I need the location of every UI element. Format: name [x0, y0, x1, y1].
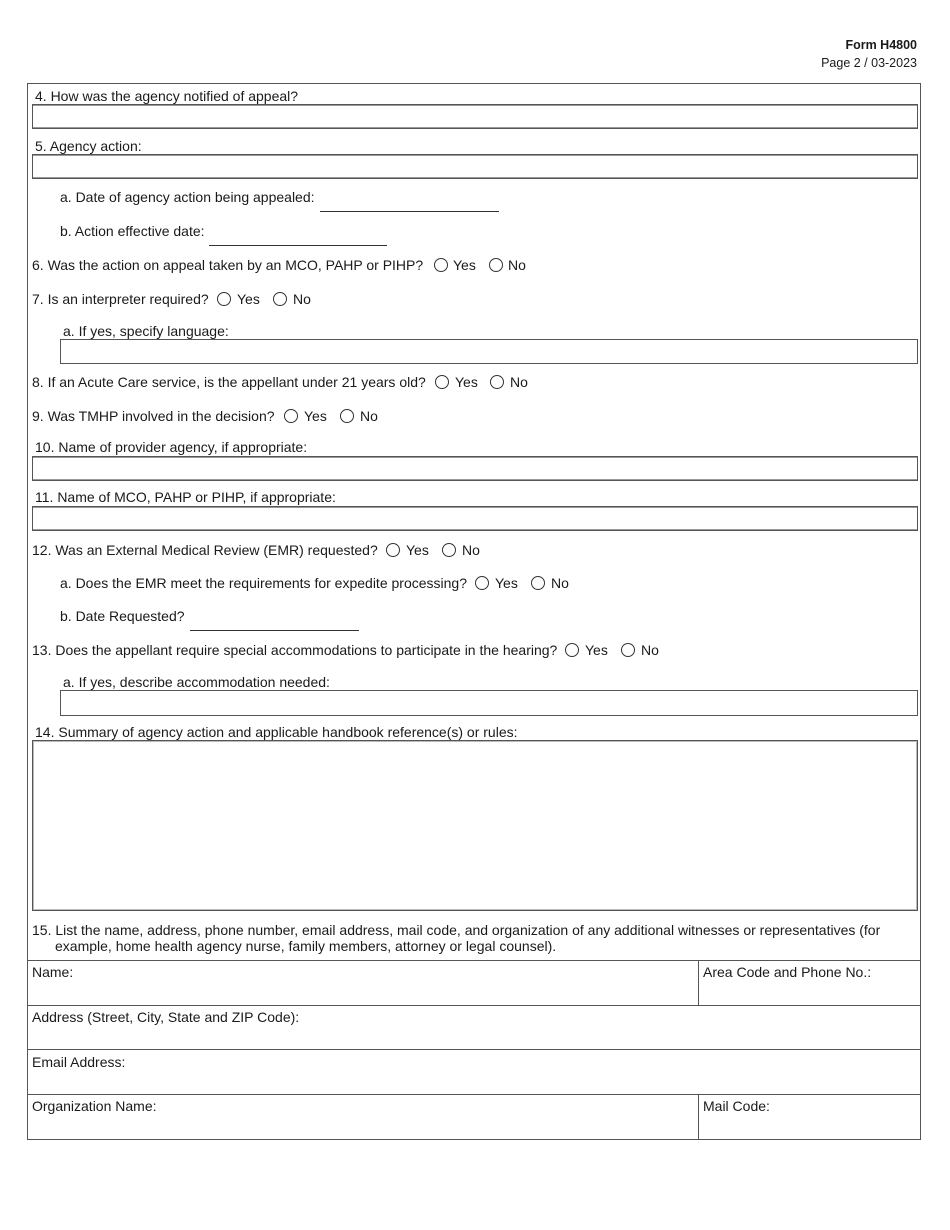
witness-org-field[interactable]: [28, 1095, 697, 1138]
q5-input[interactable]: [32, 154, 918, 179]
q13-label: 13. Does the appellant require special accommodations to participate in the hearing?: [32, 642, 558, 658]
q4-input[interactable]: [32, 104, 918, 129]
q6-yes-label: Yes: [453, 257, 476, 273]
q7-no-radio[interactable]: [273, 292, 287, 306]
q6-no-radio[interactable]: [489, 258, 503, 272]
q11-mco-input[interactable]: [32, 506, 918, 531]
q12-yes-radio[interactable]: [386, 543, 400, 557]
q12b-date-field[interactable]: [190, 629, 359, 631]
witness-email-label: Email Address:: [32, 1054, 126, 1070]
q13-no-radio[interactable]: [621, 643, 635, 657]
witness-mailcode-field[interactable]: [699, 1095, 920, 1138]
q15-label-line2: example, home health agency nurse, family members, attorney or legal counsel).: [55, 938, 557, 954]
q10-label: 10. Name of provider agency, if appropriate:: [35, 439, 308, 455]
witness-address-field[interactable]: [28, 1006, 920, 1048]
q8-yes-radio[interactable]: [435, 375, 449, 389]
q14-summary-textarea[interactable]: [32, 740, 918, 911]
witness-name-label: Name:: [32, 964, 74, 980]
q13a-accommodation-input[interactable]: [60, 690, 918, 716]
q12-no-radio[interactable]: [442, 543, 456, 557]
q11-label: 11. Name of MCO, PAHP or PIHP, if appropriate:: [35, 489, 336, 505]
q7a-language-input[interactable]: [60, 339, 918, 364]
q6-label: 6. Was the action on appeal taken by an MCO, PAHP or PIHP?: [32, 257, 424, 273]
q6-no-label: No: [508, 257, 526, 273]
q12-label: 12. Was an External Medical Review (EMR) requested?: [32, 542, 378, 558]
q14-label: 14. Summary of agency action and applicable handbook reference(s) or rules:: [35, 724, 518, 740]
q9-yes-label: Yes: [304, 408, 327, 424]
q12a-yes-radio[interactable]: [475, 576, 489, 590]
q8-no-radio[interactable]: [490, 375, 504, 389]
form-id: Form H4800: [845, 38, 917, 52]
q8-label: 8. If an Acute Care service, is the appellant under 21 years old?: [32, 374, 426, 390]
q13-yes-label: Yes: [585, 642, 608, 658]
witness-name-field[interactable]: [28, 961, 697, 1004]
witness-address-label: Address (Street, City, State and ZIP Code):: [32, 1009, 300, 1025]
q4-label: 4. How was the agency notified of appeal?: [35, 88, 299, 104]
q13-no-label: No: [641, 642, 659, 658]
q5a-label: a. Date of agency action being appealed:: [60, 189, 315, 205]
q15-label-line1: 15. List the name, address, phone number, email address, mail code, and organization of any additional witnesses or representatives (for: [32, 922, 881, 938]
witness-mailcode-label: Mail Code:: [703, 1098, 770, 1114]
q7a-label: a. If yes, specify language:: [63, 323, 229, 339]
witness-phone-field[interactable]: [699, 961, 920, 1004]
q9-no-label: No: [360, 408, 378, 424]
q13-yes-radio[interactable]: [565, 643, 579, 657]
q13a-label: a. If yes, describe accommodation needed:: [63, 674, 330, 690]
q8-yes-label: Yes: [455, 374, 478, 390]
witness-phone-label: Area Code and Phone No.:: [703, 964, 872, 980]
q7-no-label: No: [293, 291, 311, 307]
q7-label: 7. Is an interpreter required?: [32, 291, 209, 307]
q12b-label: b. Date Requested?: [60, 608, 185, 624]
q8-no-label: No: [510, 374, 528, 390]
q9-label: 9. Was TMHP involved in the decision?: [32, 408, 275, 424]
q12-yes-label: Yes: [406, 542, 429, 558]
q9-no-radio[interactable]: [340, 409, 354, 423]
q5a-date-field[interactable]: [320, 210, 499, 212]
witness-email-field[interactable]: [28, 1050, 920, 1093]
q7-yes-radio[interactable]: [217, 292, 231, 306]
q6-yes-radio[interactable]: [434, 258, 448, 272]
q10-provider-input[interactable]: [32, 456, 918, 481]
q7-yes-label: Yes: [237, 291, 260, 307]
q5b-label: b. Action effective date:: [60, 223, 205, 239]
q12a-no-label: No: [551, 575, 569, 591]
page-info: Page 2 / 03-2023: [821, 56, 917, 70]
q12a-no-radio[interactable]: [531, 576, 545, 590]
witness-org-label: Organization Name:: [32, 1098, 157, 1114]
q12a-yes-label: Yes: [495, 575, 518, 591]
q12a-label: a. Does the EMR meet the requirements for expedite processing?: [60, 575, 467, 591]
q9-yes-radio[interactable]: [284, 409, 298, 423]
q12-no-label: No: [462, 542, 480, 558]
q5b-date-field[interactable]: [209, 244, 387, 246]
q5-label: 5. Agency action:: [35, 138, 142, 154]
